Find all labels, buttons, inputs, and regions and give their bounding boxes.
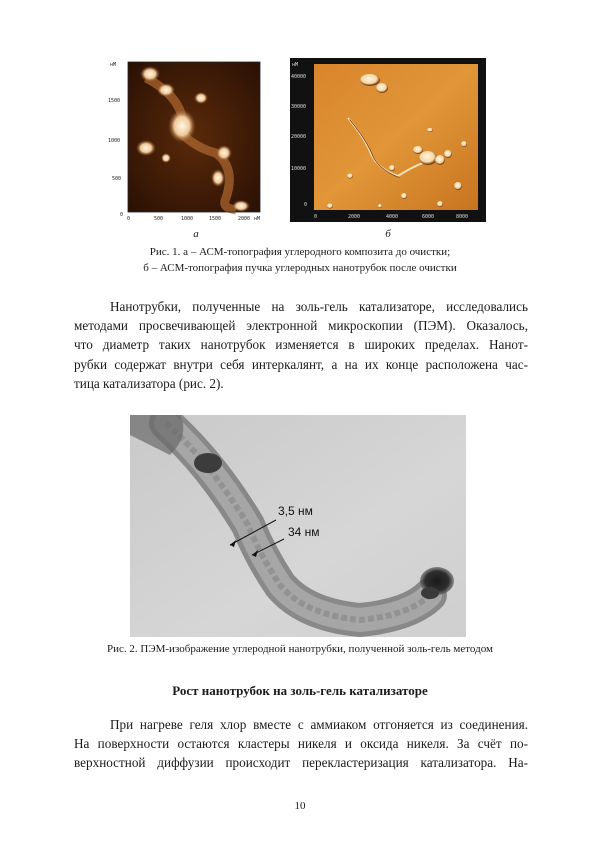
afm-right-xtick: 2000 <box>348 214 361 220</box>
afm-image-composite <box>106 58 264 222</box>
afm-left-xtick: 500 <box>154 216 164 222</box>
paragraph-line: тица катализатора (рис. 2). <box>74 375 224 391</box>
afm-right-ytick: 40000 <box>291 74 307 80</box>
afm-left-xtick: 0 <box>127 216 131 222</box>
afm-left-ytick: 1000 <box>108 138 121 144</box>
paragraph-line: При нагреве геля хлор вместе с аммиаком отгоняется из соединения. <box>110 717 528 732</box>
figure1-sublabel-b: б <box>385 228 391 240</box>
afm-image-nanotube-bundle <box>290 58 486 222</box>
afm-right-ytick: 20000 <box>291 134 307 140</box>
paragraph-1 <box>74 297 528 393</box>
afm-left-xtick: 2000 <box>238 216 251 222</box>
paragraph-line: На поверхности остаются кластеры никеля и оксида никеля. За счёт по- <box>74 736 528 752</box>
afm-right-xtick: 0 <box>314 214 318 220</box>
tem-image-nanotube <box>130 415 466 637</box>
afm-left-xunit: нМ <box>254 216 261 222</box>
page-number: 10 <box>294 800 306 812</box>
afm-left-xtick: 1500 <box>209 216 222 222</box>
figure1-sublabel-a: а <box>193 228 199 240</box>
paragraph-2 <box>74 715 528 773</box>
afm-right-ytick: 0 <box>304 202 308 208</box>
paragraph-line: методами просвечивающей электронной микроскопии (ПЭМ). Оказалось, <box>74 318 528 334</box>
afm-left-ytick: 1500 <box>108 98 121 104</box>
paragraph-line: рубки содержат внутри себя интеркалянт, а на их конце расположена час- <box>74 356 528 372</box>
afm-right-xtick: 6000 <box>422 214 435 220</box>
afm-left-ytick: 500 <box>112 176 122 182</box>
paragraph-line: верхностной диффузии происходит перекластеризация катализатора. На- <box>74 755 528 771</box>
afm-right-xtick: 8000 <box>456 214 469 220</box>
afm-right-ytick: 30000 <box>291 104 307 110</box>
figure1-caption-line1: Рис. 1. а – АСМ-топография углеродного композита до очистки; <box>149 246 451 258</box>
afm-left-xtick: 1000 <box>181 216 194 222</box>
section-heading: Рост нанотрубок на золь-гель катализаторе <box>172 683 428 698</box>
paragraph-line: Нанотрубки, полученные на золь-гель катализаторе, исследовались <box>110 299 528 314</box>
figure1-caption-line2: б – АСМ-топография пучка углеродных нанотрубок после очистки <box>143 262 457 274</box>
afm-left-yunit: нМ <box>110 62 117 68</box>
afm-right-xtick: 4000 <box>386 214 399 220</box>
tem-label-inner: 3,5 нм <box>278 504 313 518</box>
paragraph-line: что диаметр таких нанотрубок изменяется в широких пределах. Нанот- <box>74 337 528 353</box>
afm-right-ytick: 10000 <box>291 166 307 172</box>
figure1-caption <box>60 244 540 276</box>
figure2-caption: Рис. 2. ПЭМ-изображение углеродной нанотрубки, полученной золь-гель методом <box>107 643 493 655</box>
tem-label-outer: 34 нм <box>288 525 320 539</box>
afm-left-ytick: 0 <box>120 212 124 218</box>
afm-right-yunit: нМ <box>292 62 299 68</box>
